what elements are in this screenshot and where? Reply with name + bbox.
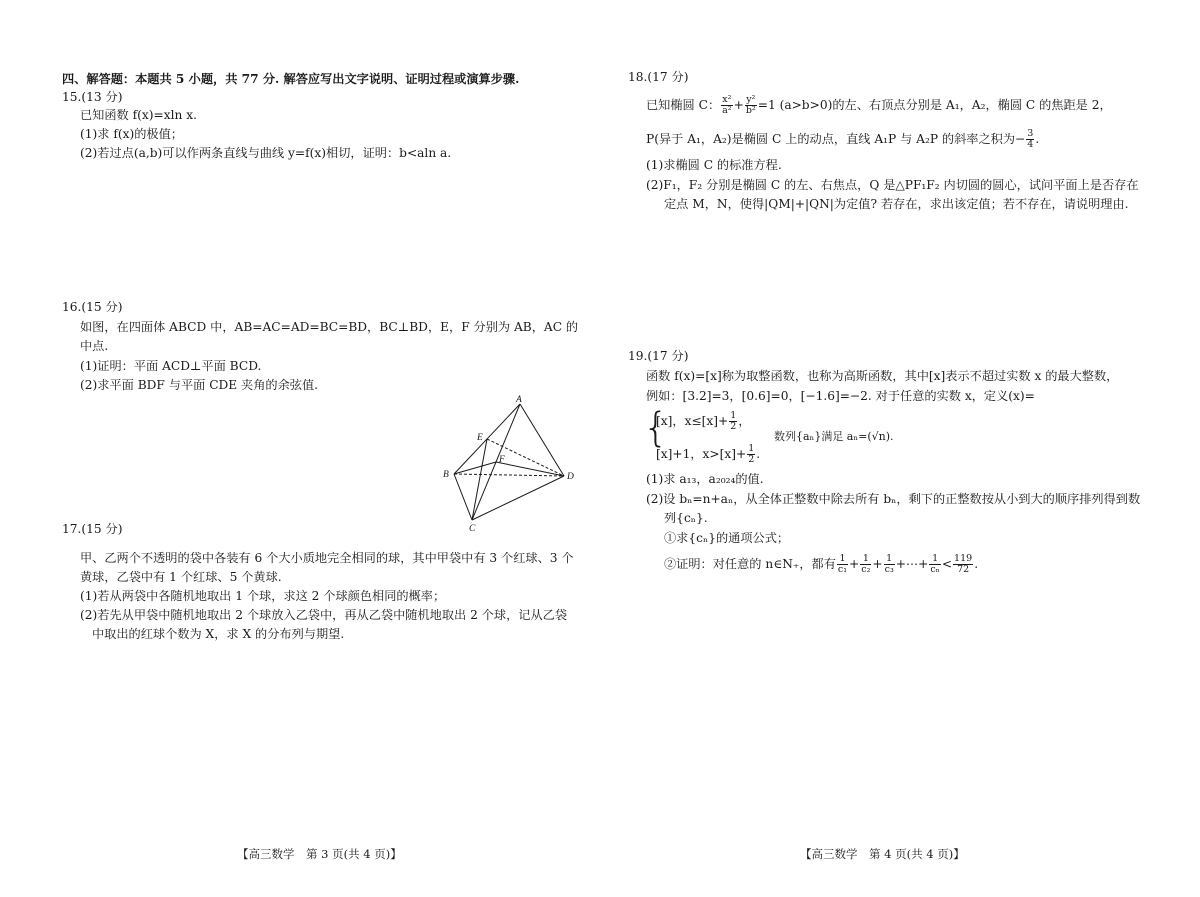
case2-end: .: [756, 447, 761, 461]
case1-condition: [x]，x≤[x]+: [656, 414, 729, 428]
segment-ce: [472, 439, 487, 520]
q15-part1: (1)求 f(x)的极值；: [80, 127, 183, 141]
less-than: <: [941, 557, 953, 571]
term-1-over-c1: $\frac{1}{\text{c₁}}$: [837, 553, 848, 575]
section-header: 四、解答题：本题共 5 小题，共 77 分. 解答应写出文字说明、证明过程或演算步骤.: [62, 72, 520, 86]
q16-stem-line2: 中点.: [80, 339, 109, 353]
q15-part2: (2)若过点(a,b)可以作两条直线与曲线 y=f(x)相切，证明：b<aln a.: [80, 146, 452, 160]
rhs-119-over-72: $\frac{119}{72}$: [954, 553, 973, 575]
q18-part2-line1: (2)F₁，F₂ 分别是椭圆 C 的左、右焦点，Q 是△PF₁F₂ 内切圆的圆心，试问平面上是否存在: [646, 178, 1139, 192]
q19-seq-def: 数列{aₙ}满足 aₙ=(√n).: [774, 430, 894, 443]
q18-part2-line2: 定点 M，N，使得|QM|+|QN|为定值? 若存在，求出该定值；若不存在，请说明理由.: [664, 197, 1129, 211]
q18-title: 18.(17 分): [628, 70, 689, 84]
sub2-prefix: ②证明：对任意的 n∈N₊，都有: [664, 557, 836, 571]
term-1-over-c3: $\frac{1}{\text{c₃}}$: [884, 553, 894, 575]
half-fraction-1: $\frac{1}{2}$: [730, 410, 737, 432]
ellipsis-plus: +⋯+: [895, 557, 929, 571]
q16-title: 16.(15 分): [62, 300, 123, 314]
plus-sign: +: [733, 98, 744, 112]
half-fraction-2: $\frac{1}{2}$: [748, 443, 755, 465]
q16-stem-line1: 如图，在四面体 ABCD 中，AB=AC=AD=BC=BD，BC⊥BD，E，F 分别为 AB，AC 的: [80, 320, 579, 334]
q18-line2: [646, 127, 1039, 151]
q19-sub1: ①求{cₙ}的通项公式；: [664, 531, 790, 545]
q19-sub2: [664, 552, 978, 576]
label-b: B: [443, 470, 449, 480]
q18-line1: [646, 93, 1112, 117]
x-squared-over-a-squared: $\frac{\text{x²}}{\text{a²}}$: [722, 94, 732, 116]
q17-stem-line2: 黄球，乙袋中有 1 个红球、5 个黄球.: [80, 570, 282, 584]
q17-part2-line2: 中取出的红球个数为 X，求 X 的分布列与期望.: [92, 627, 345, 641]
q18-line2-prefix: P(异于 A₁，A₂)是椭圆 C 上的动点，直线 A₁P 与 A₂P 的斜率之积为−: [646, 132, 1026, 146]
q16-part2: (2)求平面 BDF 与平面 CDE 夹角的余弦值.: [80, 378, 319, 392]
plus-2: +: [872, 557, 883, 571]
q18-line1-suffix: =1 (a>b>0)的左、右顶点分别是 A₁，A₂，椭圆 C 的焦距是 2，: [757, 98, 1112, 112]
q15-title: 15.(13 分): [62, 90, 123, 104]
q15-stem: 已知函数 f(x)=xln x.: [80, 108, 197, 122]
q19-line1: 函数 f(x)=[x]称为取整函数，也称为高斯函数，其中[x]表示不超过实数 x 的最大整数，: [646, 369, 1119, 383]
q19-part1: (1)求 a₁₃，a₂₀₂₄的值.: [646, 472, 764, 486]
label-c: C: [469, 524, 476, 534]
q18-line2-suffix: .: [1035, 132, 1040, 146]
q19-title: 19.(17 分): [628, 349, 689, 363]
q19-case1: [656, 410, 751, 432]
q19-part2-line2: 列{cₙ}.: [664, 511, 708, 525]
edge-bd: [454, 474, 564, 476]
segment-df: [496, 462, 564, 476]
q19-case2: [656, 443, 760, 465]
term-1-over-c2: $\frac{1}{\text{c₂}}$: [861, 553, 871, 575]
q18-part1: (1)求椭圆 C 的标准方程.: [646, 158, 782, 172]
case1-end: ，: [738, 414, 751, 428]
term-1-over-cn: $\frac{1}{\text{cₙ}}$: [930, 553, 940, 575]
q17-part2-line1: (2)若先从甲袋中随机地取出 2 个球放入乙袋中，再从乙袋中随机地取出 2 个球，记从乙袋: [80, 608, 568, 622]
label-e: E: [477, 433, 483, 443]
q17-part1: (1)若从两袋中各随机地取出 1 个球，求这 2 个球颜色相同的概率；: [80, 589, 446, 603]
right-page: [600, 0, 1200, 897]
sub2-end: .: [974, 557, 979, 571]
plus-1: +: [849, 557, 860, 571]
q18-line1-prefix: 已知椭圆 C：: [646, 98, 721, 112]
q17-stem-line1: 甲、乙两个不透明的袋中各装有 6 个大小质地完全相同的球，其中甲袋中有 3 个红球、3 个: [80, 551, 574, 565]
page-footer-4: 【高三数学 第 4 页(共 4 页)】: [800, 847, 965, 861]
q19-part2-line1: (2)设 bₙ=n+aₙ，从全体正整数中除去所有 bₙ，剩下的正整数按从小到大的顺序排列得到数: [646, 492, 1141, 506]
page-footer-3: 【高三数学 第 3 页(共 4 页)】: [237, 847, 402, 861]
tetrahedron-figure: [436, 392, 586, 534]
edge-bc: [454, 474, 472, 520]
y-squared-over-b-squared: $\frac{\text{y²}}{\text{b²}}$: [745, 94, 756, 116]
q19-line2: 例如：[3.2]=3，[0.6]=0，[−1.6]=−2. 对于任意的实数 x，定义(x)=: [646, 389, 1035, 403]
label-f: F: [499, 455, 505, 465]
edge-cd: [472, 476, 564, 520]
piecewise-brace: {: [643, 405, 669, 451]
label-a: A: [516, 395, 522, 405]
label-d: D: [567, 472, 574, 482]
q17-title: 17.(15 分): [62, 522, 123, 536]
q16-part1: (1)证明：平面 ACD⊥平面 BCD.: [80, 359, 262, 373]
slope-fraction: $\frac{3}{4}$: [1027, 128, 1034, 150]
case2-condition: [x]+1，x>[x]+: [656, 447, 747, 461]
